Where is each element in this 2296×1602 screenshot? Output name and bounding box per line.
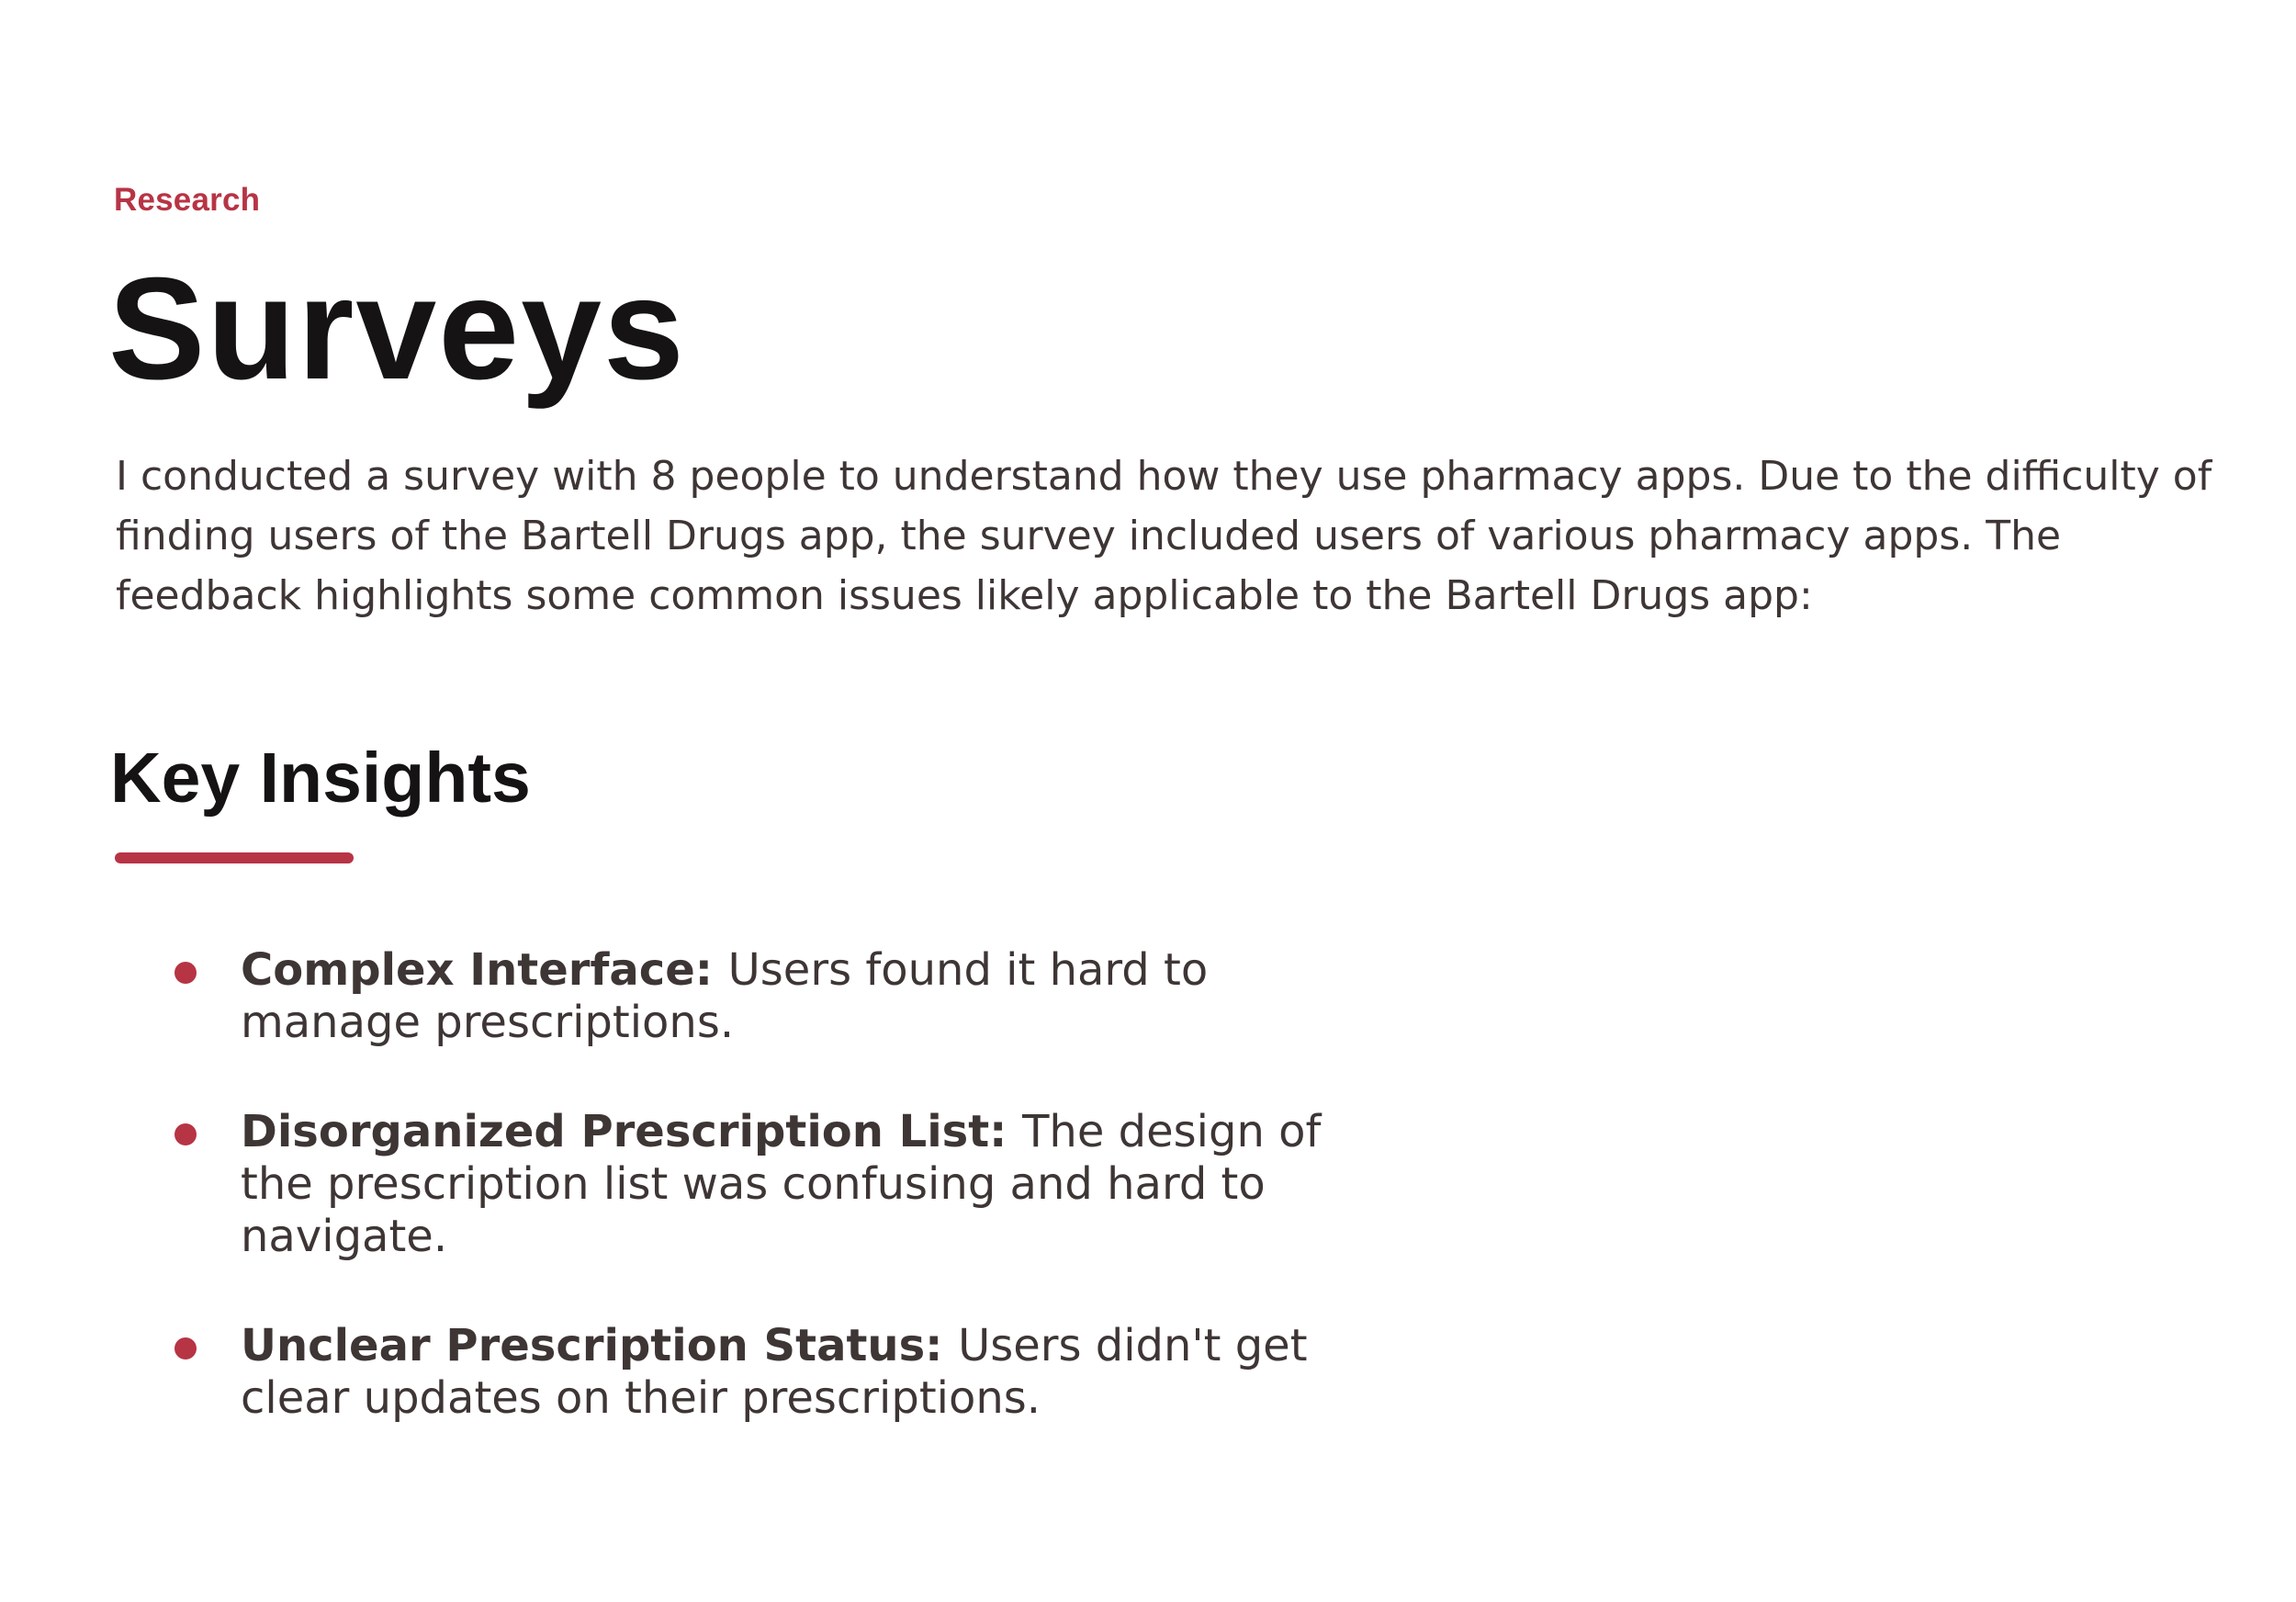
bullet-icon — [174, 1337, 197, 1359]
key-insights-heading: Key Insights — [110, 739, 531, 818]
insight-description: Users found it hard to manage prescriptions. — [241, 944, 1209, 1048]
insight-description: The design of the prescription list was confusing and hard to navigate. — [241, 1106, 1322, 1262]
insight-text — [241, 1320, 1334, 1425]
insight-label: Unclear Prescription Status: — [241, 1320, 959, 1371]
section-eyebrow: Research — [114, 182, 261, 218]
insight-label: Disorganized Prescription List: — [241, 1106, 1023, 1157]
insight-description: Users didn't get clear updates on their prescriptions. — [241, 1320, 1308, 1424]
insight-text — [241, 1106, 1334, 1263]
intro-paragraph: I conducted a survey with 8 people to understand how they use pharmacy apps. Due to the difficulty of finding users of the Bartell Drugs app, the survey included users of various pharmacy apps. The feedback highlights some common issues likely applicable to the Bartell Drugs app: — [116, 453, 2212, 619]
page-title: Surveys — [108, 248, 686, 410]
insight-label: Complex Interface: — [241, 944, 728, 996]
bullet-icon — [174, 962, 197, 984]
bullet-icon — [174, 1123, 197, 1145]
insight-text — [241, 944, 1334, 1049]
heading-underline — [115, 852, 354, 863]
